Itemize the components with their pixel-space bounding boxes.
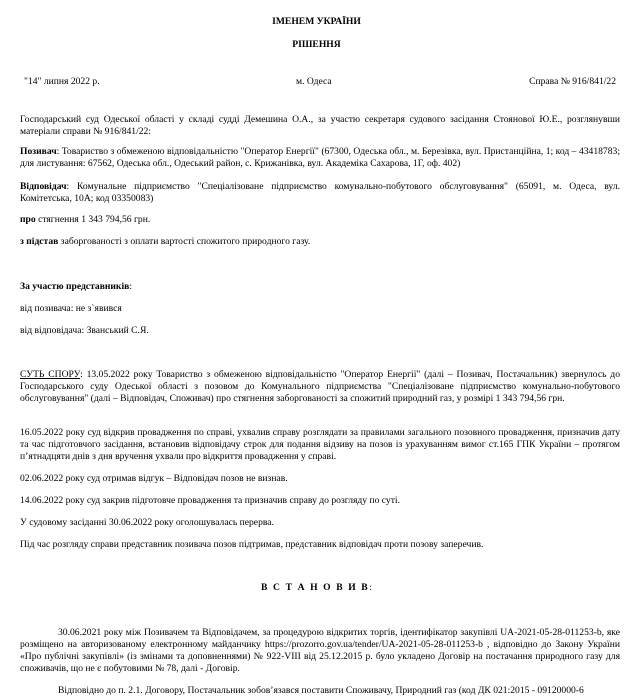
established-heading-label: В С Т А Н О В И В [261, 582, 370, 593]
proceedings-paragraph: Під час розгляду справи представник позивача позов підтримав, представник відповідач проти позову заперечив. [20, 539, 484, 550]
plaintiff-text: : Товариство з обмеженою відповідальністю "Оператор Енергії" (67300, Одеська обл., м. Березівка, вул. Пристанційна, 1; код – 43418783; для листування: 67562, Одеська обл., Одеський район, с. Крижанівка, вул. Академіка Сахарова, 1Г, оф. 402) [20, 146, 620, 169]
defendant-paragraph [20, 181, 620, 205]
representatives-heading: За участю представників: [20, 281, 132, 292]
defendant-label: Відповідач [20, 181, 67, 192]
document-subtitle: РІШЕННЯ [292, 39, 341, 50]
decision-city: м. Одеса [296, 76, 332, 87]
claim-label: про [20, 214, 36, 225]
claim-text: стягнення 1 343 794,56 грн. [35, 214, 151, 225]
representatives-heading-label: За участю представників [20, 281, 130, 292]
proceedings-paragraph: 16.05.2022 року суд відкрив провадження по справі, ухвалив справу розглядати за правилами загального позовного провадження, призначив дату та час підготовчого засідання, встановив відповідачу строк для подання відзиву на позов із урахуванням вимог ст.165 ГПК України – протягом п’ятнадцяти днів з дня вручення ухвали про відкриття провадження у справі. [20, 427, 620, 462]
document-title: ІМЕНЕМ УКРАЇНИ [272, 16, 361, 27]
decision-date: "14" липня 2022 р. [24, 76, 100, 87]
case-number: Справа № 916/841/22 [529, 76, 616, 87]
proceedings-paragraph: У судовому засіданні 30.06.2022 року оголошувалась перерва. [20, 517, 274, 528]
facts-paragraph: 30.06.2021 року між Позивачем та Відповідачем, за процедурою відкритих торгів, ідентифікатор закупівлі UA-2021-05-28-011253-b, яке розміщено на авторизованому електронному майданчику https://prozorro.gov.ua/tender/UA-2021-05-28-011253-b , відповідно до Закону України «Про публічні закупівлі» (із змінами та доповненнями) № 922-VIII від 25.12.2015 р. було укладено Договір на постачання природного газу для споживачів, що не є побутовими № 78, далі - Договір. [20, 627, 620, 674]
grounds-label: з підстав [20, 236, 59, 247]
proceedings-paragraph: 14.06.2022 року суд закрив підготовче провадження та призначив справу до розгляду по суті. [20, 495, 400, 506]
plaintiff-paragraph [20, 146, 620, 170]
grounds-text: заборгованості з оплати вартості спожитого природного газу. [58, 236, 311, 247]
defendant-representative: від відповідача: Званський С.Я. [20, 325, 149, 336]
plaintiff-representative: від позивача: не з`явився [20, 303, 122, 314]
facts-paragraph: Відповідно до п. 2.1. Договору, Постачальник зобов’язався поставити Споживачу, Природний газ (код ДК 021:2015 - 09120000-6 [58, 685, 584, 696]
document-meta-row [20, 76, 620, 88]
plaintiff-label: Позивач [20, 146, 57, 157]
claim-paragraph [20, 214, 620, 226]
established-heading [0, 582, 633, 594]
essence-text: : 13.05.2022 року Товариство з обмеженою відповідальністю "Оператор Енергії" (далі – Позивач, Постачальник) звернулось до Господарського суду Одеської області з позовом до Комунального підприємства "Спеціалізоване підприємство комунально-побутового обслуговування" (далі – Відповідач, Споживач) про стягнення заборгованості за спожитий природний газ, у розмірі 1 343 794,56 грн. [20, 369, 620, 404]
intro-paragraph: Господарський суд Одеської області у складі судді Демешина О.А., за участю секретаря судового засідання Стоянової Ю.Е., розглянувши матеріали справи № 916/841/22: [20, 114, 620, 137]
established-heading-colon: : [369, 582, 372, 593]
proceedings-paragraph: 02.06.2022 року суд отримав відгук – Відповідач позов не визнав. [20, 473, 288, 484]
grounds-paragraph [20, 236, 620, 248]
essence-paragraph [20, 369, 620, 405]
defendant-text: : Комунальне підприємство "Спеціалізоване підприємство комунально-побутового обслуговування" (65091, м. Одеса, вул. Комітетська, 10А; код 03350083) [20, 181, 620, 204]
essence-label: СУТЬ СПОРУ [20, 369, 81, 380]
